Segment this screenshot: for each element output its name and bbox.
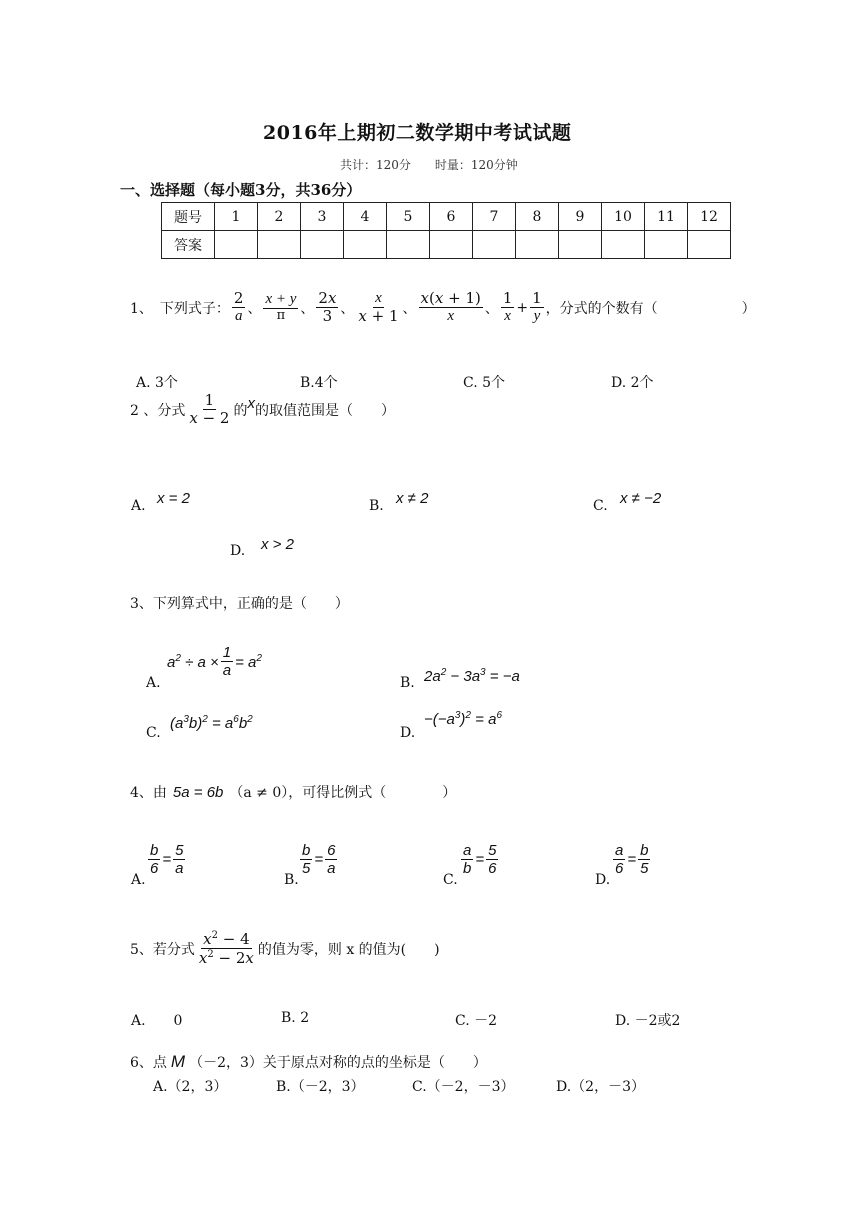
fraction: $\frac{1}{x - 2}$: [189, 391, 230, 428]
answer-cell[interactable]: [602, 231, 645, 259]
page-subtitle: 共计：120分 时量：120分钟: [340, 158, 518, 172]
option-c[interactable]: C.（－2，－3）: [412, 1079, 515, 1095]
separator: 、: [402, 300, 417, 317]
question-5: [130, 930, 440, 968]
option-a-math: $a^2 \div a$ × $\frac{1}{a}$ = $a^2$: [167, 644, 262, 680]
option-d-label[interactable]: D.: [595, 872, 611, 888]
option-a-label[interactable]: A.: [146, 675, 161, 691]
fraction: $\frac{2x}{3}$: [318, 289, 337, 326]
answer-cell[interactable]: [473, 231, 516, 259]
question-1: 1、 下列式子： $\frac{2}{a}$ 、 $\frac{x + y}{\pi}$ 、 $\frac{2x}{3}$ 、 $\frac{x}{x + 1}$ 、 $\frac{x(x + 1)}{x}$ 、 $\frac{1}{x}$ + $\frac{1}{y}$ ，分式的个数有（ ）: [130, 289, 756, 326]
option-c-label[interactable]: C.: [146, 725, 161, 741]
question-number-cell: 11: [645, 203, 688, 231]
option-b[interactable]: B.（－2，3）: [276, 1079, 365, 1095]
question-6-prefix: 6、点: [130, 1055, 167, 1071]
separator: 、: [247, 300, 262, 317]
question-number-cell: 4: [344, 203, 387, 231]
option-b-math: $2a^2 - 3a^3 = -a$: [424, 667, 520, 685]
question-1-prefix: 1、 下列式子：: [130, 300, 230, 317]
option-c[interactable]: C. －2: [455, 1013, 498, 1029]
option-c-math: $\frac{a}{b}$ = $\frac{5}{6}$: [463, 842, 497, 878]
option-d[interactable]: D. 2个: [611, 375, 654, 391]
question-number-cell: 7: [473, 203, 516, 231]
option-d[interactable]: D.（2，－3）: [556, 1079, 645, 1095]
option-c-math: $(a^3b)^2 = a^6b^2$: [170, 714, 253, 732]
question-5-suffix: 的值为零，则 x 的值为( ): [257, 941, 440, 958]
separator: 、: [340, 300, 355, 317]
point-m: M: [170, 1052, 186, 1071]
question-number-cell: 5: [387, 203, 430, 231]
question-4: [130, 782, 456, 802]
question-2: 2 、分式 $\frac{1}{x - 2}$ 的 x 的取值范围是（ ）: [130, 391, 395, 428]
question-number-cell: 10: [602, 203, 645, 231]
answer-cell[interactable]: [559, 231, 602, 259]
question-number-cell: 12: [688, 203, 731, 231]
option-d-math: $\frac{a}{6}$ = $\frac{b}{5}$: [615, 842, 649, 878]
option-c-label[interactable]: C.: [443, 872, 458, 888]
option-d[interactable]: D. －2或2: [615, 1013, 681, 1029]
answer-cell[interactable]: [688, 231, 731, 259]
question-4-suffix: （a ≠ 0），可得比例式（ ）: [229, 785, 457, 801]
question-number-cell: 2: [258, 203, 301, 231]
option-b-label[interactable]: B.: [369, 498, 384, 514]
option-a-math: x = 2: [157, 490, 190, 507]
fraction: $\frac{1}{y}$: [532, 289, 542, 325]
option-a[interactable]: A. 0: [131, 1013, 183, 1029]
answer-cell[interactable]: [430, 231, 473, 259]
table-row-label: 题号: [162, 203, 215, 231]
question-2-prefix: 2 、分式: [130, 402, 186, 419]
answer-cell[interactable]: [387, 231, 430, 259]
question-1-suffix: ，分式的个数有（ ）: [545, 300, 756, 317]
table-row: [162, 203, 731, 231]
option-a[interactable]: A. 3个: [136, 375, 178, 391]
fraction: $\frac{x^2 - 4}{x^2 - 2x}$: [198, 930, 254, 968]
option-b[interactable]: B.4个: [300, 375, 338, 391]
separator: 、: [300, 300, 315, 317]
question-6-suffix: （－2，3）关于原点对称的点的坐标是（ ）: [189, 1055, 487, 1071]
option-b-label[interactable]: B.: [284, 872, 299, 888]
question-6: [130, 1052, 487, 1072]
table-row: [162, 231, 731, 259]
question-number-cell: 9: [559, 203, 602, 231]
option-a-math: $\frac{b}{6}$ = $\frac{5}{a}$: [150, 842, 184, 878]
option-d-label[interactable]: D.: [230, 543, 246, 559]
option-a-label[interactable]: A.: [131, 498, 146, 514]
option-d-label[interactable]: D.: [400, 725, 416, 741]
option-b-label[interactable]: B.: [400, 675, 415, 691]
question-number-cell: 8: [516, 203, 559, 231]
question-number-cell: 6: [430, 203, 473, 231]
option-c-label[interactable]: C.: [593, 498, 608, 514]
fraction: $\frac{x(x + 1)}{x}$: [420, 289, 481, 325]
answer-cell[interactable]: [344, 231, 387, 259]
fraction: $\frac{x + y}{\pi}$: [265, 291, 297, 324]
section-heading: 一、选择题（每小题3分，共36分）: [120, 181, 362, 199]
option-b[interactable]: B. 2: [281, 1010, 310, 1026]
question-2-suffix: 的取值范围是（ ）: [254, 402, 395, 419]
page-title: 2016年上期初二数学期中考试试题: [263, 122, 572, 144]
answer-cell[interactable]: [301, 231, 344, 259]
fraction: $\frac{1}{x}$: [502, 289, 513, 325]
option-a-label[interactable]: A.: [131, 872, 146, 888]
option-d-math: x > 2: [261, 536, 294, 553]
answer-cell[interactable]: [258, 231, 301, 259]
question-5-prefix: 5、若分式: [130, 941, 195, 958]
answer-table: [161, 202, 731, 259]
question-number-cell: 1: [215, 203, 258, 231]
answer-cell[interactable]: [516, 231, 559, 259]
fraction: $\frac{x}{x + 1}$: [358, 290, 399, 326]
separator: 、: [484, 300, 499, 317]
condition-math: 5a = 6b: [172, 783, 224, 801]
answer-cell[interactable]: [215, 231, 258, 259]
option-b-math: $\frac{b}{5}$ = $\frac{6}{a}$: [302, 842, 336, 878]
variable-x: x: [247, 395, 255, 413]
option-b-math: x ≠ 2: [396, 490, 429, 507]
option-c-math: x ≠ −2: [620, 490, 662, 507]
option-a[interactable]: A.（2，3）: [153, 1079, 228, 1095]
option-c[interactable]: C. 5个: [463, 375, 506, 391]
option-d-math: $-(-a^3)^2 = a^6$: [424, 710, 502, 728]
fraction: $\frac{2}{a}$: [233, 289, 244, 325]
question-number-cell: 3: [301, 203, 344, 231]
question-3-stem: 3、下列算式中，正确的是（ ）: [130, 596, 349, 612]
table-row-label: 答案: [162, 231, 215, 259]
question-4-prefix: 4、由: [130, 785, 167, 801]
answer-cell[interactable]: [645, 231, 688, 259]
